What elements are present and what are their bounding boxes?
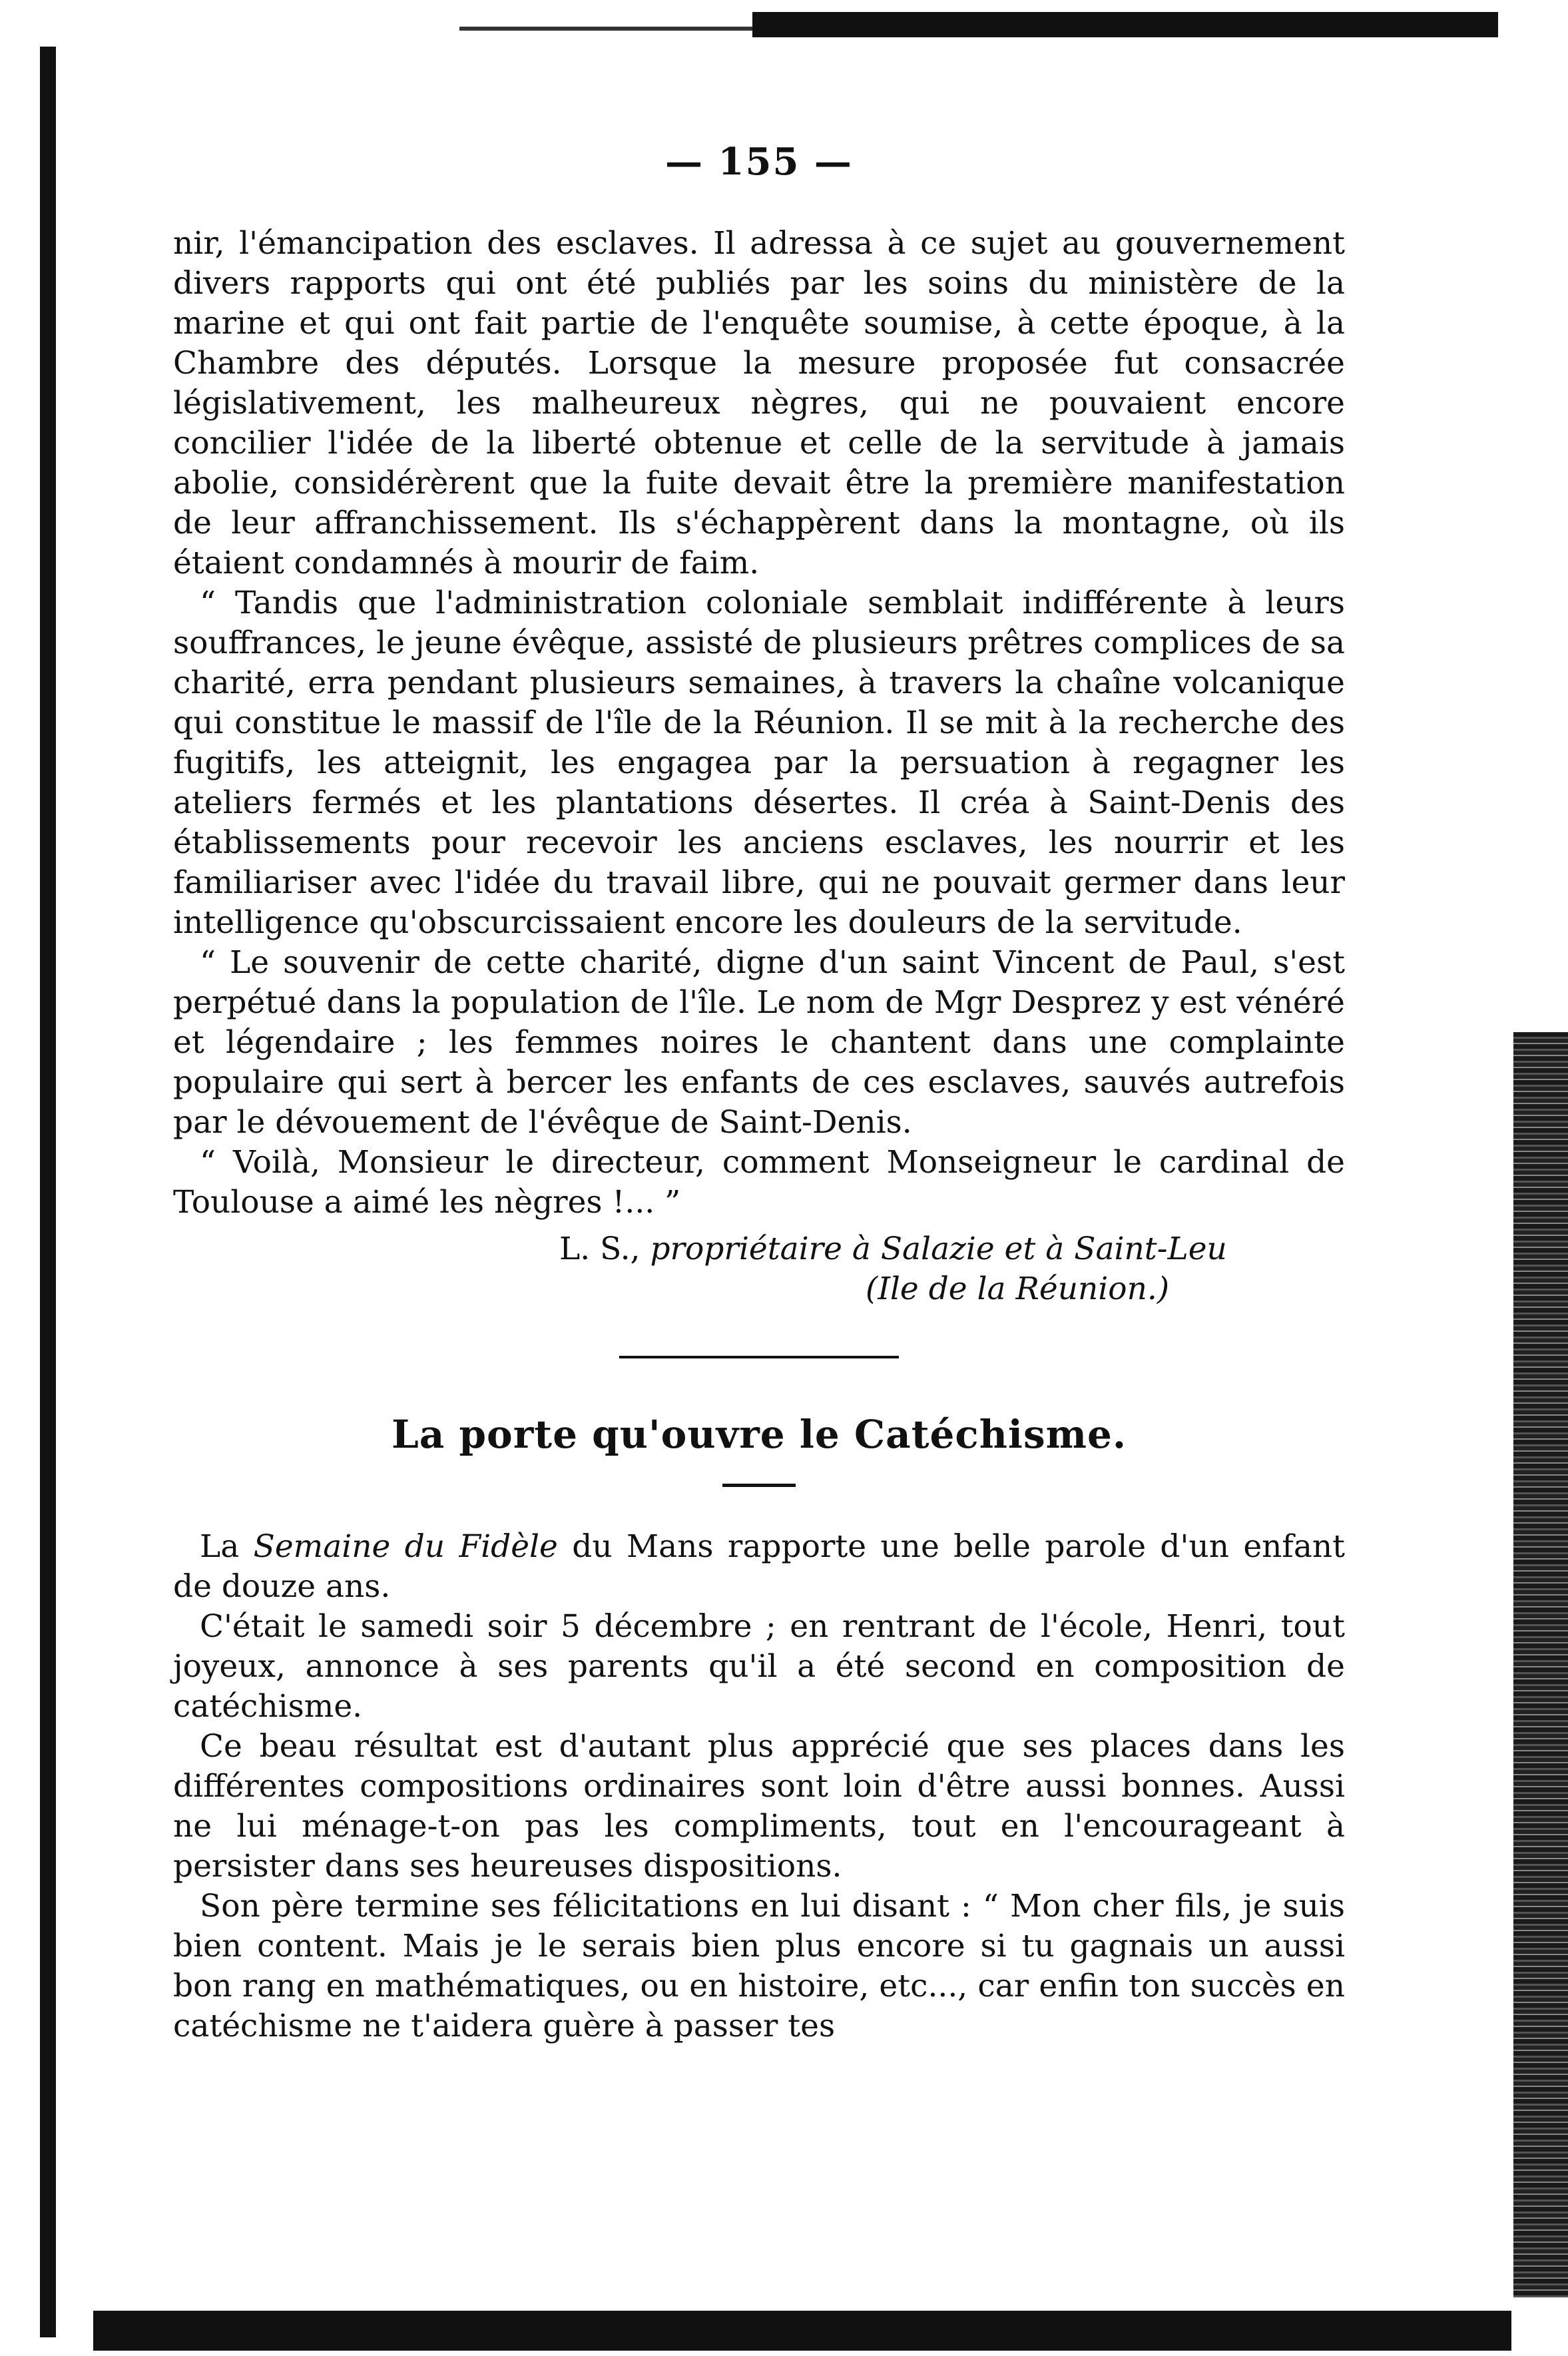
- signature-place: (Ile de la Réunion.): [866, 1271, 1170, 1307]
- paragraph: nir, l'émancipation des esclaves. Il adressa à ce sujet au gouvernement divers rapports qui ont été publiés par les soins du ministère de la marine et qui ont fait partie de l'enquête soumise, à cette époque, à la Chambre des députés. Lorsque la mesure proposée fut consacrée législativement, les malheureux nègres, qui ne pouvaient encore concilier l'idée de la liberté obtenue et celle de la servitude à jamais abolie, considérèrent que la fuite devait être la première manifestation de leur affranchissement. Ils s'échappèrent dans la montagne, où ils étaient condamnés à mourir de faim.: [173, 225, 1345, 581]
- paragraph: “ Voilà, Monsieur le directeur, comment Monseigneur le cardinal de Toulouse a aimé les nègres !... ”: [173, 1144, 1345, 1221]
- section-title: La porte qu'ouvre le Catéchisme.: [391, 1412, 1127, 1457]
- journal-title: Semaine du Fidèle: [253, 1528, 558, 1565]
- paragraph: Son père termine ses félicitations en lui disant : “ Mon cher fils, je suis bien content. Mais je le serais bien plus encore si tu gagnais un aussi bon rang en mathématiques, ou en histoire, etc..., car enfin ton succès en catéchisme ne t'aidera guère à passer tes: [173, 1888, 1345, 2044]
- section-divider: [619, 1356, 899, 1358]
- paragraph: “ Tandis que l'administration coloniale semblait indifférente à leurs souffrances, le jeune évêque, assisté de plusieurs prêtres complices de sa charité, erra pendant plusieurs semaines, à travers la chaîne volcanique qui constitue le massif de l'île de la Réunion. Il se mit à la recherche des fugitifs, les atteignit, les engagea par la persuation à regagner les ateliers fermés et les plantations désertes. Il créa à Saint-Denis des établissements pour recevoir les anciens esclaves, les nourrir et les familiariser avec l'idée du travail libre, qui ne pouvait germer dans leur intelligence qu'obscurcissaient encore les douleurs de la servitude.: [173, 585, 1345, 941]
- paragraph: Ce beau résultat est d'autant plus apprécié que ses places dans les différentes compositions ordinaires sont loin d'être aussi bonnes. Aussi ne lui ménage-t-on pas les compliments, tout en l'encourageant à persister dans ses heureuses dispositions.: [173, 1728, 1345, 1885]
- paragraph-text: La Semaine du Fidèle du Mans rapporte une belle parole d'un enfant de douze ans.: [173, 1528, 1346, 1605]
- scan-border-top-thin: [459, 27, 752, 31]
- book-page: [173, 140, 1345, 2046]
- article-catechism: [173, 1527, 1345, 2046]
- article-letter: [173, 224, 1345, 1223]
- paragraph: “ Le souvenir de cette charité, digne d'un saint Vincent de Paul, s'est perpétué dans la population de l'île. Le nom de Mgr Desprez y est vénéré et légendaire ; les femmes noires le chantent dans une complainte populaire qui sert à bercer les enfants de ces esclaves, sauvés autrefois par le dévouement de l'évêque de Saint-Denis.: [173, 944, 1345, 1141]
- scan-border-left: [40, 47, 56, 2337]
- signature-block: [173, 1229, 1345, 1309]
- scan-border-right: [1513, 1032, 1568, 2297]
- signature-author: L. S.,: [559, 1231, 641, 1267]
- paragraph: [173, 1527, 1345, 1607]
- page-number: — 155 —: [665, 140, 853, 184]
- scan-border-bottom: [93, 2311, 1511, 2351]
- scan-border-top: [752, 12, 1498, 37]
- paragraph: C'était le samedi soir 5 décembre ; en rentrant de l'école, Henri, tout joyeux, annonce à ses parents qu'il a été second en composition de catéchisme.: [173, 1608, 1345, 1725]
- title-underline: [722, 1484, 796, 1487]
- signature-role: propriétaire à Salazie et à Saint-Leu: [650, 1231, 1227, 1267]
- signature-line: [173, 1229, 1345, 1269]
